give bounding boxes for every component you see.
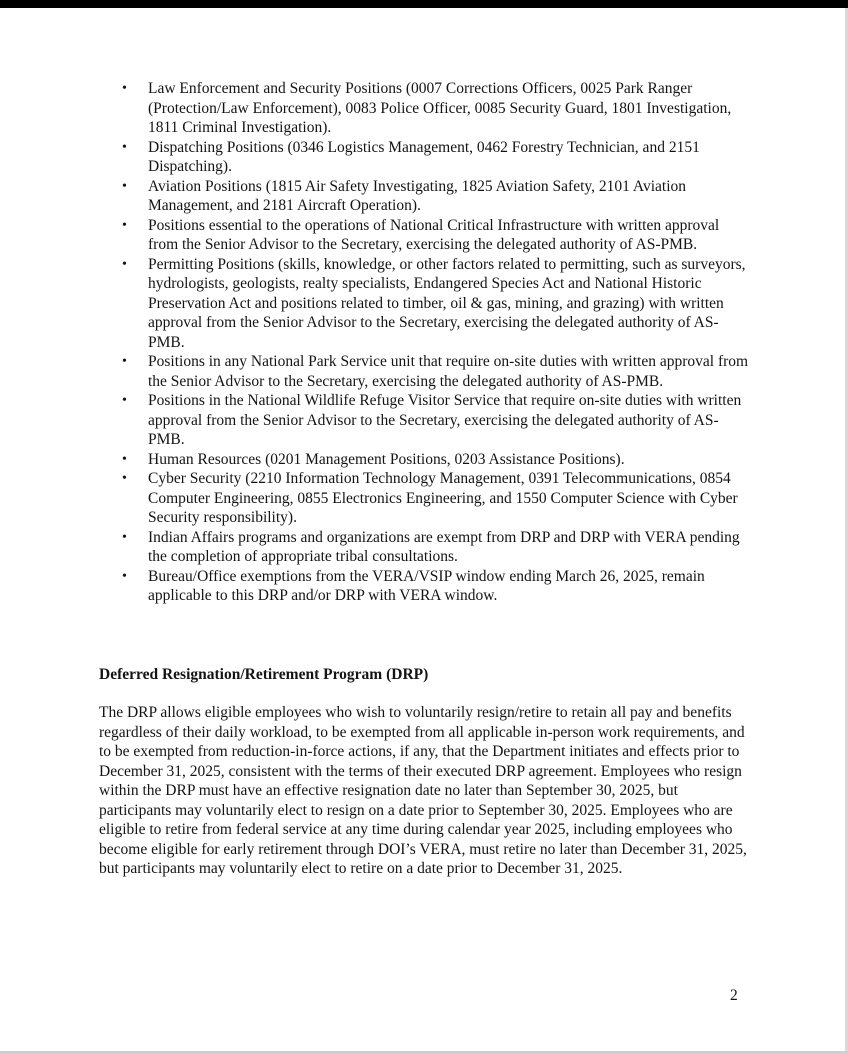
list-item [122, 177, 750, 216]
list-item-text: Positions in the National Wildlife Refuge Visitor Service that require on-site duties with written approval from the Senior Advisor to the Secretary, exercising the delegated authority of AS-PMB. [148, 392, 742, 448]
bullet-icon: • [122, 354, 127, 369]
list-item-text: Cyber Security (2210 Information Technology Management, 0391 Telecommunications, 0854 Computer Engineering, 0855 Electronics Engineering, and 1550 Computer Science with Cyber Security responsibility). [148, 470, 738, 526]
top-border [0, 0, 848, 8]
bullet-icon: • [122, 139, 127, 155]
list-item-text: Positions essential to the operations of National Critical Infrastructure with written approval from the Senior Advisor to the Secretary, exercising the delegated authority of AS-PMB. [148, 216, 720, 253]
bullet-icon: • [122, 393, 127, 408]
list-item [122, 216, 750, 255]
section-heading: Deferred Resignation/Retirement Program (DRP) [99, 666, 429, 683]
list-item [122, 138, 750, 177]
exemption-bullet-list [122, 79, 750, 606]
list-item-text: Aviation Positions (1815 Air Safety Investigating, 1825 Aviation Safety, 2101 Aviation Management, and 2181 Aircraft Operation). [148, 177, 687, 214]
drp-paragraph: The DRP allows eligible employees who wish to voluntarily resign/retire to retain all pay and benefits regardless of their daily workload, to be exempted from all applicable in-person work requirements, and to be exempted from reduction-in-force actions, if any, that the Department initiates and effects prior to December 31, 2025, consistent with the terms of their executed DRP agreement. Employees who resign within the DRP must have an effective resignation date no later than September 30, 2025, but participants may voluntarily elect to resign on a date prior to September 30, 2025. Employees who are eligible to retire from federal service at any time during calendar year 2025, including employees who become eligible for early retirement through DOI’s VERA, must retire no later than December 31, 2025, but participants may voluntarily elect to retire on a date prior to December 31, 2025. [99, 704, 747, 877]
list-item-text: Positions in any National Park Service unit that require on-site duties with written approval from the Senior Advisor to the Secretary, exercising the delegated authority of AS-PMB. [148, 353, 749, 390]
bullet-icon: • [122, 217, 127, 233]
list-item [122, 567, 750, 606]
list-item-text: Human Resources (0201 Management Positions, 0203 Assistance Positions). [148, 450, 625, 468]
list-item-text: Bureau/Office exemptions from the VERA/VSIP window ending March 26, 2025, remain applicable to this DRP and/or DRP with VERA window. [148, 567, 705, 604]
bullet-icon: • [122, 178, 127, 194]
list-item [122, 469, 750, 528]
list-item-text: Indian Affairs programs and organizations are exempt from DRP and DRP with VERA pending the completion of appropriate tribal consultations. [148, 528, 740, 565]
list-item [122, 391, 750, 450]
list-item-text: Permitting Positions (skills, knowledge, or other factors related to permitting, such as surveyors, hydrologists, geologists, realty specialists, Endangered Species Act and National Historic Preservation Act and positions related to timber, oil & gas, mining, and grazing) with written approval from the Senior Advisor to the Secretary, exercising the delegated authority of AS-PMB. [148, 255, 746, 351]
list-item [122, 450, 750, 470]
bullet-icon: • [122, 471, 127, 486]
page-number: 2 [730, 987, 738, 1004]
bullet-icon: • [122, 451, 127, 467]
list-item-text: Law Enforcement and Security Positions (0007 Corrections Officers, 0025 Park Ranger (Protection/Law Enforcement), 0083 Police Officer, 0085 Security Guard, 1801 Investigation, 1811 Criminal Investigation). [148, 80, 732, 136]
bullet-icon: • [122, 568, 127, 584]
list-item [122, 352, 750, 391]
bullet-icon: • [122, 81, 127, 96]
list-item [122, 79, 750, 138]
list-item [122, 255, 750, 353]
bullet-icon: • [122, 529, 127, 545]
list-item-text: Dispatching Positions (0346 Logistics Management, 0462 Forestry Technician, and 2151 Dispatching). [148, 138, 700, 175]
bullet-icon: • [122, 256, 127, 272]
list-item [122, 528, 750, 567]
